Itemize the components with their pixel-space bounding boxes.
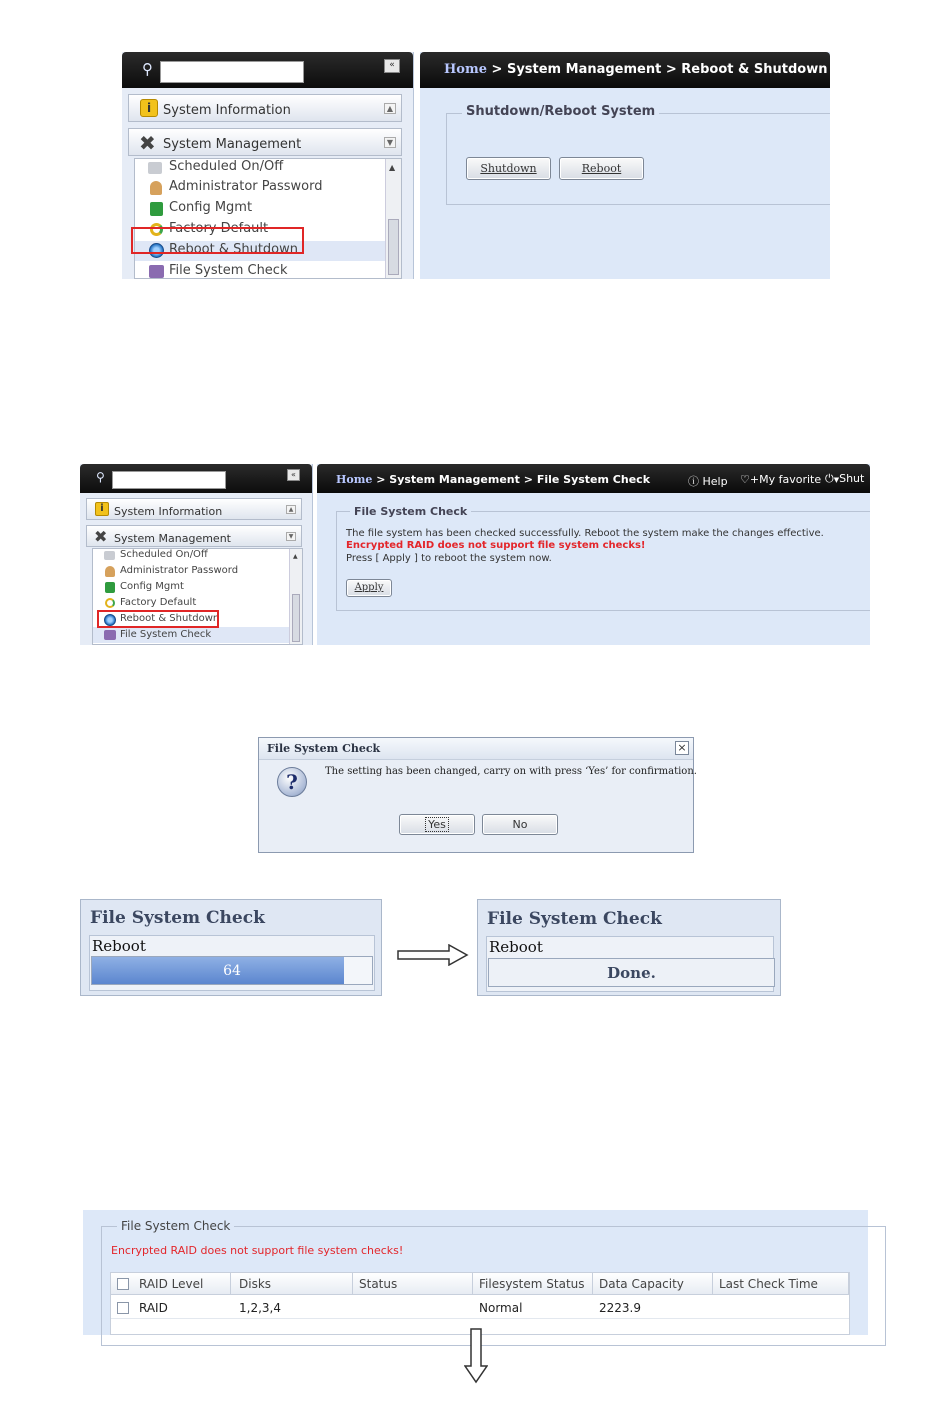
done-status: Done. [607,964,656,982]
column-header[interactable]: RAID Level [133,1273,231,1295]
category-system-management[interactable]: ✖ System Management ▼ [86,525,302,547]
progress-value: 64 [223,963,241,979]
breadcrumb: Home > System Management > Reboot & Shutdown [420,52,830,88]
file-system-check-screen [80,464,870,645]
column-header[interactable]: Last Check Time [713,1273,849,1295]
cell-disks: 1,2,3,4 [239,1301,281,1315]
management-submenu [92,548,303,645]
breadcrumb-home[interactable]: Home [444,62,487,77]
progress-label: Reboot [92,937,146,955]
encryption-warning: Encrypted RAID does not support file system checks! [346,540,646,551]
reboot-done-window [477,899,781,996]
close-icon[interactable]: × [675,741,689,755]
fieldset-title: File System Check [350,505,471,518]
cell-fs-status: Normal [479,1301,523,1315]
menu-item-config-mgmt[interactable]: Config Mgmt [153,200,252,215]
file-check-icon [104,630,116,640]
confirm-dialog [258,737,697,853]
scroll-up-icon[interactable]: ▲ [389,163,396,172]
menu-item-reboot-shutdown[interactable]: Reboot & Shutdown [153,242,298,257]
cell-status [353,1297,359,1319]
select-all-checkbox[interactable] [117,1278,129,1290]
left-navigation [122,52,414,279]
search-bar [122,52,413,88]
question-icon: ? [277,767,307,797]
tools-icon: ✖ [139,131,156,155]
apply-button[interactable]: Apply [346,579,392,597]
progress-bar [91,956,373,985]
shutdown-link[interactable]: ⏻▼Shut [825,472,865,485]
cell-raid-level: RAID [139,1301,168,1315]
row-checkbox[interactable] [117,1302,129,1314]
no-button[interactable]: No [482,814,558,835]
page-title: Reboot & Shutdown [681,62,828,77]
collapse-icon: ▼ [286,532,296,541]
cell-last-check [713,1297,719,1319]
tools-icon: ✖ [94,527,108,546]
submenu-scrollbar[interactable] [289,549,302,644]
expand-icon: ▲ [384,103,396,114]
power-icon: ⏻ [825,472,834,485]
column-header[interactable]: Disks [233,1273,353,1295]
config-icon [105,582,115,593]
menu-item-scheduled-on-off[interactable]: Scheduled On/Off [153,159,283,174]
file-check-icon [149,265,164,278]
file-system-table-panel [83,1210,868,1335]
menu-item-scheduled-on-off[interactable]: Scheduled On/Off [107,549,208,560]
schedule-icon [104,551,115,560]
breadcrumb: Home > System Management > File System Check ⓘ Help ♡+My favorite ⏻▼Shut [317,464,870,493]
reboot-shutdown-screen [122,52,830,279]
done-bar [488,958,775,987]
disk-table [110,1272,850,1335]
table-row[interactable] [111,1297,849,1319]
category-system-management[interactable] [128,128,402,156]
category-system-information[interactable]: i System Information ▲ [86,498,302,520]
menu-item-administrator-password[interactable]: Administrator Password [153,179,322,194]
collapse-icon: ▼ [384,137,396,148]
dialog-message: The setting has been changed, carry on with press ‘Yes’ for confirmation. [325,766,697,777]
category-label: System Management [163,137,302,152]
content-pane [420,52,830,279]
user-icon [105,566,115,577]
category-system-information[interactable] [128,94,402,122]
schedule-icon [148,162,162,174]
search-bar [80,464,312,493]
menu-item-factory-default[interactable]: Factory Default [107,597,196,608]
arrow-right-icon [397,944,469,966]
user-icon [150,181,162,195]
category-label: System Information [163,103,291,118]
done-title: File System Check [487,909,662,929]
expand-icon: ▲ [286,505,296,514]
search-icon: ⚲ [142,60,153,78]
column-header[interactable]: Data Capacity [593,1273,713,1295]
yes-button[interactable]: Yes [399,814,475,835]
arrow-down-icon [464,1328,488,1384]
heart-icon: ♡ [740,473,750,486]
progress-title: File System Check [90,908,265,928]
collapse-menu-button[interactable]: « [287,469,300,481]
breadcrumb-section[interactable]: System Management [389,473,520,486]
panel-warning: Encrypted RAID does not support file system checks! [111,1244,404,1257]
submenu-scrollbar[interactable] [385,159,401,278]
menu-item-administrator-password[interactable]: Administrator Password [107,565,238,576]
help-icon: ⓘ [688,475,699,488]
search-icon: ⚲ [96,470,105,484]
page-title: File System Check [536,473,651,486]
info-icon: i [140,99,158,117]
shutdown-button[interactable]: Shutdown [466,157,551,180]
breadcrumb-home[interactable]: Home [336,473,373,486]
menu-item-file-system-check[interactable]: File System Check [153,263,288,278]
menu-item-file-system-check[interactable]: File System Check [107,629,211,640]
table-header [111,1273,849,1295]
highlight-box [131,227,304,254]
info-icon: i [95,502,109,516]
menu-item-config-mgmt[interactable]: Config Mgmt [107,581,184,592]
left-navigation [80,464,313,645]
panel-title: File System Check [117,1219,234,1233]
reboot-progress-window [80,899,382,996]
column-header[interactable]: Filesystem Status [473,1273,593,1295]
cell-capacity: 2223.9 [599,1301,641,1315]
search-input[interactable] [112,471,226,489]
config-icon [150,202,163,216]
reboot-button[interactable]: Reboot [559,157,644,180]
success-message: The file system has been checked successfully. Reboot the system make the changes effective. [346,528,824,539]
scroll-thumb[interactable] [292,594,300,642]
dropdown-icon: ▼ [833,476,840,484]
scroll-up-icon[interactable]: ▲ [293,553,298,560]
favorite-link[interactable]: ♡+My favorite [740,473,822,486]
fieldset-title: Shutdown/Reboot System [462,104,659,119]
highlight-box [97,610,219,628]
search-input[interactable] [160,61,304,83]
menu-item-factory-default[interactable]: Factory Default [153,221,268,236]
collapse-menu-button[interactable]: « [384,59,400,73]
reboot-hint: Press [ Apply ] to reboot the system now. [346,553,552,564]
done-label: Reboot [489,938,543,956]
scroll-thumb[interactable] [388,219,399,275]
menu-item-reboot-shutdown[interactable]: Reboot & Shutdowr [107,613,217,624]
help-link[interactable]: ⓘ Help [688,475,728,488]
column-header[interactable]: Status [353,1273,473,1295]
management-submenu [134,158,402,279]
dialog-title: File System Check [259,738,693,760]
factory-default-icon [105,598,115,608]
plus-icon: + [749,473,760,486]
breadcrumb-section[interactable]: System Management [506,62,662,77]
content-pane [317,464,870,645]
